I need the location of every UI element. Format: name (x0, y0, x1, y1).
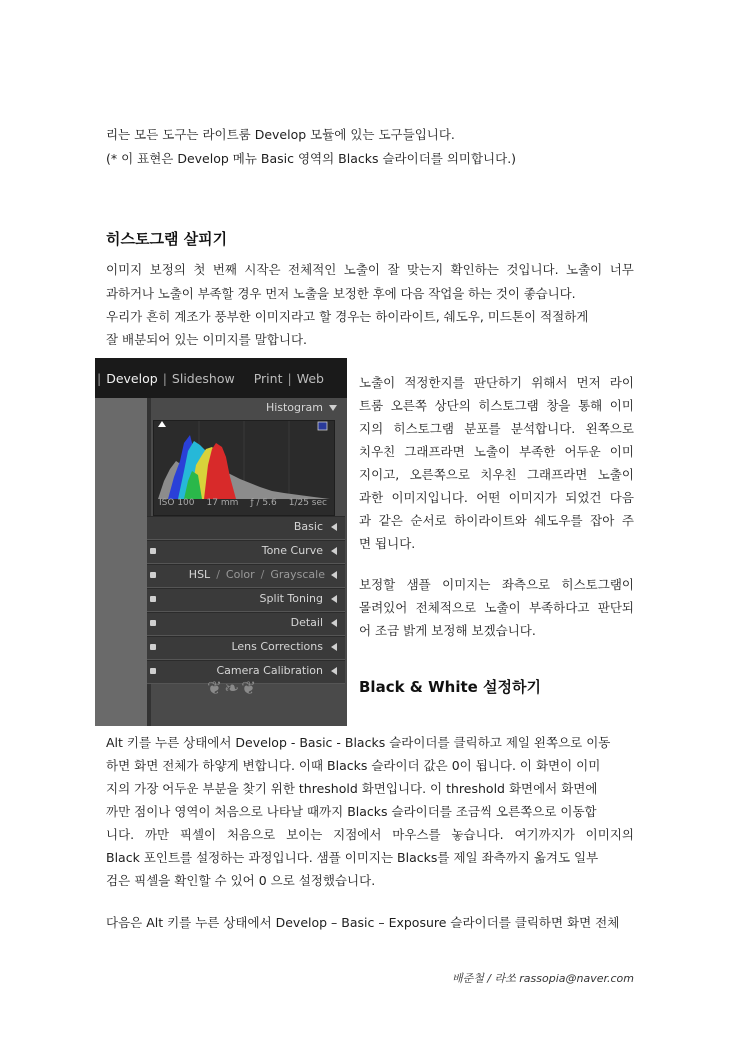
toggle-switch-icon[interactable] (150, 548, 156, 554)
para-line: Black 포인트를 설정하는 과정입니다. 샘플 이미지는 Blacks를 제일 좌측까지 옮겨도 일부 (106, 850, 599, 865)
panel-lens-corrections[interactable]: Lens Corrections (147, 636, 345, 660)
intro-line-1: 리는 모든 도구는 라이트룸 Develop 모듈에 있는 도구들입니다. (106, 127, 455, 142)
toggle-switch-icon[interactable] (150, 644, 156, 650)
right-para-line: 과한 이미지입니다. 어떤 이미지가 되었건 다음 (359, 490, 634, 505)
right-para-line: 노출이 적정한지를 판단하기 위해서 먼저 라이 (359, 375, 634, 390)
meta-focal: 17 mm (206, 498, 239, 508)
module-bar: | Develop | Slideshow Print | Web (95, 358, 347, 398)
grayscale-tab[interactable]: Grayscale (270, 568, 325, 581)
tab-slideshow: Slideshow (171, 370, 235, 386)
toggle-switch-icon[interactable] (150, 596, 156, 602)
toggle-switch-icon[interactable] (150, 572, 156, 578)
panel-basic[interactable]: Basic (147, 516, 345, 540)
section-heading-black-white: Black & White 설정하기 (359, 678, 541, 696)
chevron-left-icon (331, 643, 337, 651)
chevron-down-icon (329, 405, 337, 411)
right-para-line: 지이고, 오른쪽으로 치우친 그래프라면 노출이 (359, 467, 634, 482)
para-line: 잘 배분되어 있는 이미지를 말합니다. (106, 332, 307, 347)
para-line: 하면 화면 전체가 하얗게 변합니다. 이때 Blacks 슬라이더 값은 0이 됩니다. 이 화면이 이미 (106, 758, 601, 773)
para-line: 지의 가장 어두운 부분을 찾기 위한 threshold 화면입니다. 이 threshold 화면에서 화면에 (106, 781, 598, 796)
color-tab[interactable]: Color (225, 568, 255, 581)
tab-web: Web (296, 370, 324, 386)
para-line: 이미지 보정의 첫 번째 시작은 전체적인 노출이 잘 맞는지 확인하는 것입니다. 노출이 너무 (106, 262, 634, 277)
footer-author: 배준철 / 라쏘 rassopia@naver.com (451, 972, 634, 985)
histogram-label: Histogram (265, 401, 323, 414)
panel-tone-curve[interactable]: Tone Curve (147, 540, 345, 564)
meta-shutter: 1/25 sec (288, 498, 327, 508)
para-line: 과하거나 노출이 부족할 경우 먼저 노출을 보정한 후에 다음 작업을 하는 것이 좋습니다. (106, 286, 576, 301)
toggle-switch-icon[interactable] (150, 620, 156, 626)
right-para-line: 치우친 그래프라면 노출이 부족한 어두운 이미 (359, 444, 634, 459)
tab-print: Print (253, 370, 283, 386)
chevron-left-icon (331, 547, 337, 555)
tab-develop: Develop (106, 370, 158, 386)
histogram-header (147, 398, 345, 418)
chevron-left-icon (331, 595, 337, 603)
toggle-switch-icon[interactable] (150, 668, 156, 674)
section-heading-histogram: 히스토그램 살피기 (106, 230, 228, 248)
panel-split-toning[interactable]: Split Toning (147, 588, 345, 612)
intro-line-2: (* 이 표현은 Develop 메뉴 Basic 영역의 Blacks 슬라이더를 의미합니다.) (106, 151, 517, 166)
meta-aperture: ƒ / 5.6 (250, 498, 277, 508)
panel-camera-calibration[interactable]: Camera Calibration (147, 660, 345, 684)
right-para-line: 보정할 샘플 이미지는 좌측으로 히스토그램이 (359, 577, 634, 592)
histogram-metadata (153, 498, 333, 512)
right-para-line: 몰려있어 전체적으로 노출이 부족하다고 판단되 (359, 600, 634, 615)
para-line: 검은 픽셀을 확인할 수 있어 0 으로 설정했습니다. (106, 873, 376, 888)
right-para-line: 트룸 오른쪽 상단의 히스토그램 창을 통해 이미 (359, 398, 634, 413)
right-para-line: 어 조금 밝게 보정해 보겠습니다. (359, 623, 536, 638)
hsl-tab[interactable]: HSL (188, 568, 211, 581)
lightroom-screenshot (95, 358, 347, 726)
para-line: 니다. 까만 픽셀이 처음으로 보이는 지점에서 마우스를 놓습니다. 여기까지가 이미지의 (106, 827, 634, 842)
chevron-left-icon (331, 667, 337, 675)
right-para-line: 면 됩니다. (359, 536, 416, 551)
para-line: 우리가 흔히 계조가 풍부한 이미지라고 할 경우는 하이라이트, 쉐도우, 미드톤이 적절하게 (106, 309, 589, 324)
ornament-icon: ❦❧❦ (207, 678, 259, 699)
para-line: 까만 점이나 영역이 처음으로 나타날 때까지 Blacks 슬라이더를 조금씩 오른쪽으로 이동합 (106, 804, 597, 819)
para-line: 다음은 Alt 키를 누른 상태에서 Develop – Basic – Exposure 슬라이더를 클릭하면 화면 전체 (106, 915, 620, 930)
chevron-left-icon (331, 571, 337, 579)
para-line: Alt 키를 누른 상태에서 Develop - Basic - Blacks 슬라이더를 클릭하고 제일 왼쪽으로 이동 (106, 735, 611, 750)
chevron-left-icon (331, 619, 337, 627)
panel-hsl[interactable]: HSL / Color / Grayscale (147, 564, 345, 588)
panel-detail[interactable]: Detail (147, 612, 345, 636)
meta-iso: ISO 100 (159, 498, 195, 508)
right-para-line: 지의 히스토그램 분포를 분석합니다. 왼쪽으로 (359, 421, 634, 436)
chevron-left-icon (331, 523, 337, 531)
right-para-line: 과 같은 순서로 하이라이트와 쉐도우를 잡아 주 (359, 513, 634, 528)
